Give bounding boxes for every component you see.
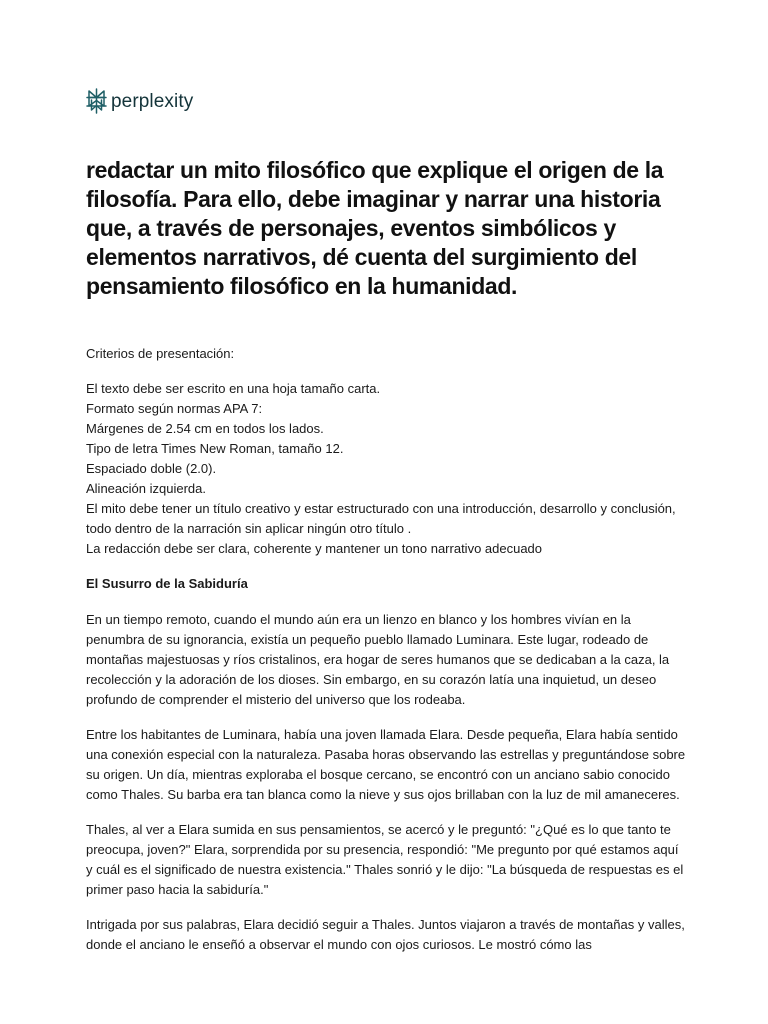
brand-name: perplexity [111, 90, 194, 112]
story-paragraph: Thales, al ver a Elara sumida en sus pensamientos, se acercó y le preguntó: "¿Qué es lo que tanto te preocupa, joven?" Elara, sorprendida por su presencia, respondió: "Me pregunto por qué estamos aquí y cuál es el significado de nuestra existencia." Thales sonrió y le dijo: "La búsqueda de respuestas es el primer paso hacia la sabiduría." [86, 822, 684, 897]
criteria-item: El mito debe tener un título creativo y estar estructurado con una introducción, desarrollo y conclusión, todo dentro de la narración sin aplicar ningún otro título . [86, 501, 676, 536]
criteria-item: Formato según normas APA 7: [86, 401, 263, 416]
story-paragraph: En un tiempo remoto, cuando el mundo aún era un lienzo en blanco y los hombres vivían en la penumbra de su ignorancia, existía un pequeño pueblo llamado Luminara. Este lugar, rodeado de montañas majestuosas y ríos cristalinos, era hogar de seres humanos que se dedicaban a la caza, la recolección y la adoración de los dioses. Sin embargo, en su corazón latía una inquietud, un deseo profundo de comprender el misterio del universo que los rodeaba. [86, 612, 670, 707]
perplexity-logo[interactable] [86, 88, 193, 114]
criteria-item: La redacción debe ser clara, coherente y mantener un tono narrativo adecuado [86, 541, 543, 556]
criteria-list [86, 379, 686, 559]
criteria-item: Tipo de letra Times New Roman, tamaño 12. [86, 441, 344, 456]
criteria-item: Alineación izquierda. [86, 481, 206, 496]
criteria-item: Espaciado doble (2.0). [86, 461, 217, 476]
criteria-item: El texto debe ser escrito en una hoja tamaño carta. [86, 381, 381, 396]
document-body [86, 344, 686, 970]
story-title: El Susurro de la Sabiduría [86, 576, 248, 591]
document-title: redactar un mito filosófico que explique el origen de la filosofía. Para ello, debe imaginar y narrar una historia que, a través de personajes, eventos simbólicos y elementos narrativos, dé cuenta del surgimiento del pensamiento filosófico en la humanidad. [86, 157, 664, 299]
criteria-heading: Criterios de presentación: [86, 346, 235, 361]
perplexity-logo-icon [86, 88, 107, 114]
story-paragraph: Intrigada por sus palabras, Elara decidió seguir a Thales. Juntos viajaron a través de montañas y valles, donde el anciano le enseñó a observar el mundo con ojos curiosos. Le mostró cómo las [86, 917, 685, 952]
criteria-item: Márgenes de 2.54 cm en todos los lados. [86, 421, 324, 436]
story-paragraph: Entre los habitantes de Luminara, había una joven llamada Elara. Desde pequeña, Elara había sentido una conexión especial con la naturaleza. Pasaba horas observando las estrellas y preguntándose sobre su origen. Un día, mientras exploraba el bosque cercano, se encontró con un anciano sabio conocido como Thales. Su barba era tan blanca como la nieve y sus ojos brillaban con la luz de mil amaneceres. [86, 727, 686, 802]
